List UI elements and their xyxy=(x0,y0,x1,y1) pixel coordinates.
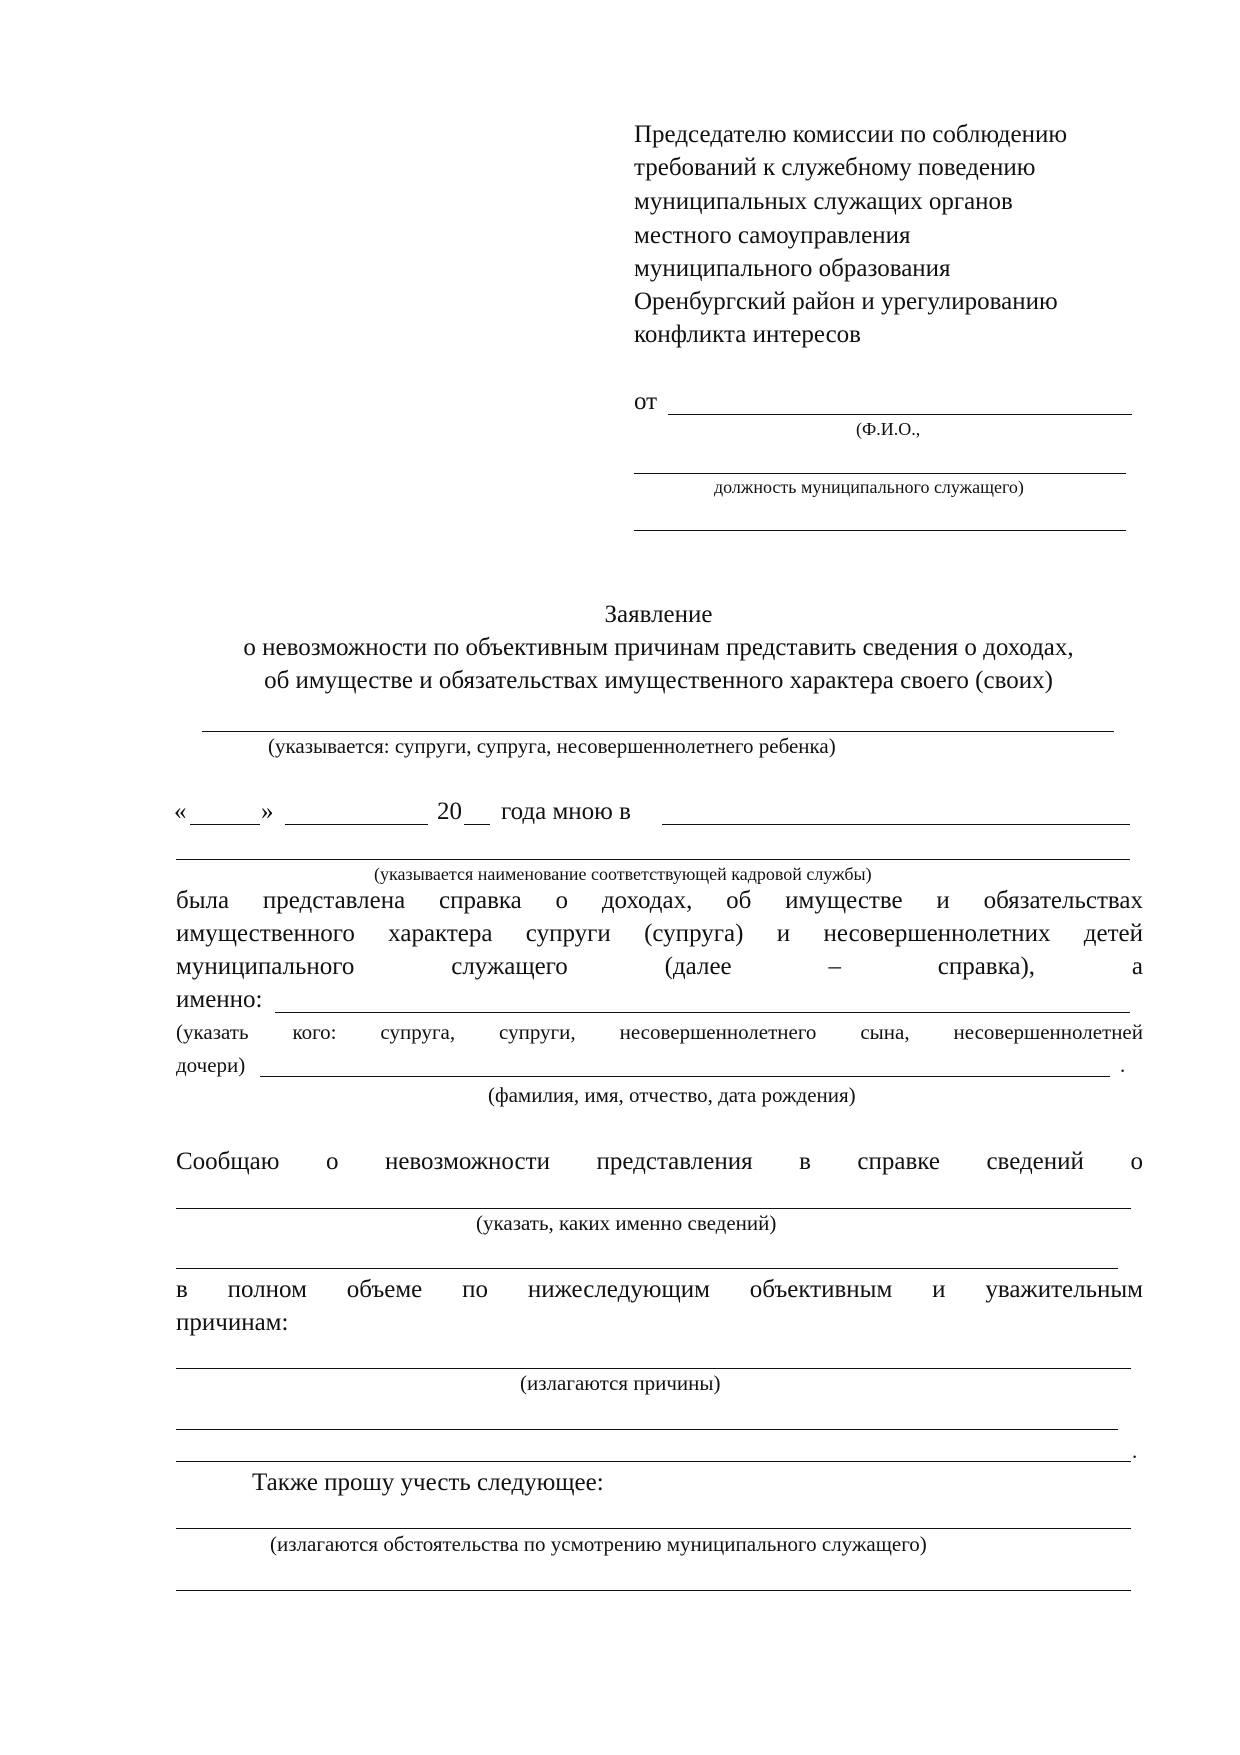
position-extra-line[interactable] xyxy=(634,530,1126,531)
date-row-text: года мною в xyxy=(501,798,631,825)
which-hint: (указать, каких именно сведений) xyxy=(476,1211,777,1235)
hr-service-input-line-2[interactable] xyxy=(176,859,1130,860)
quote-close: » xyxy=(261,798,274,825)
year-prefix: 20 xyxy=(437,798,462,825)
circumstances-hint: (излагаются обстоятельства по усмотрению муниципального служащего) xyxy=(270,1532,927,1556)
report-word: о xyxy=(1130,1148,1143,1175)
daughter-label: дочери) xyxy=(176,1053,246,1077)
body-line-label: именно: xyxy=(176,986,263,1013)
report-word: о xyxy=(325,1148,339,1175)
addressee-line: муниципального образования xyxy=(634,255,951,282)
hr-service-hint: (указывается наименование соответствующей кадровой службы) xyxy=(374,864,872,884)
quote-open: « xyxy=(174,798,187,825)
reasons-input-line[interactable] xyxy=(176,1368,1131,1369)
report-word: полном xyxy=(227,1276,307,1303)
name-hint: (фамилия, имя, отчество, дата рождения) xyxy=(488,1083,856,1107)
statement-subtitle-line: об имуществе и обязательствах имущественного характера своего (своих) xyxy=(264,667,1053,694)
circumstances-input-line-2[interactable] xyxy=(176,1590,1131,1591)
reasons-input-line-3[interactable] xyxy=(176,1461,1131,1462)
report-word: представления xyxy=(596,1148,753,1175)
also-text: Также прошу учесть следующее: xyxy=(252,1469,604,1496)
specify-hint: (указать кого: супруга, супруги, несовершеннолетнего сына, несовершеннолетней xyxy=(176,1020,1143,1044)
children-input-line[interactable] xyxy=(275,1012,1130,1013)
report-word: в xyxy=(799,1148,811,1175)
report-line xyxy=(176,1147,1143,1177)
body-line: была представлена справка о доходах, об имуществе и обязательствах xyxy=(176,887,1143,914)
fio-hint: (Ф.И.О., xyxy=(856,419,921,439)
statement-subtitle-line: о невозможности по объективным причинам представить сведения о доходах, xyxy=(243,634,1074,661)
report-word: справке xyxy=(857,1148,940,1175)
report-word: по xyxy=(462,1276,488,1303)
relation-input-line[interactable] xyxy=(202,731,1114,732)
report-word: нижеследующим xyxy=(527,1276,710,1303)
month-input-line[interactable] xyxy=(285,824,428,825)
addressee-line: муниципальных служащих органов xyxy=(634,188,1013,215)
relation-hint: (указывается: супруги, супруга, несовершеннолетнего ребенка) xyxy=(268,734,836,758)
fio-input-line[interactable] xyxy=(668,414,1132,415)
report-word: объеме xyxy=(346,1276,423,1303)
report-word: объективным xyxy=(749,1276,893,1303)
body-line xyxy=(176,952,1143,982)
addressee-line: Председателю комиссии по соблюдению xyxy=(634,121,1068,148)
body-word: муниципального xyxy=(176,953,355,980)
addressee-line: Оренбургский район и урегулированию xyxy=(634,288,1058,315)
hr-service-input-line[interactable] xyxy=(662,824,1130,825)
body-word: служащего xyxy=(451,953,568,980)
reasons-input-line-2[interactable] xyxy=(176,1429,1118,1430)
info-input-line-2[interactable] xyxy=(176,1268,1118,1269)
period-mark: . xyxy=(1132,1439,1138,1463)
report-word: и xyxy=(932,1276,946,1303)
from-label: от xyxy=(634,388,658,415)
body-word: справка), xyxy=(937,953,1036,980)
addressee-line: конфликта интересов xyxy=(634,321,861,348)
report-word: в xyxy=(176,1276,188,1303)
circumstances-input-line[interactable] xyxy=(176,1528,1131,1529)
body-word: (далее xyxy=(664,953,732,980)
statement-heading: Заявление xyxy=(604,601,713,628)
reasons-hint: (излагаются причины) xyxy=(520,1371,721,1395)
body-word: а xyxy=(1131,953,1143,980)
addressee-line: требований к служебному поведению xyxy=(634,154,1036,181)
year-input-line[interactable] xyxy=(464,824,490,825)
report-word: сведений xyxy=(986,1148,1084,1175)
body-word: – xyxy=(828,953,841,980)
report-word: Сообщаю xyxy=(176,1148,280,1175)
position-hint: должность муниципального служащего) xyxy=(714,477,1024,497)
report-word: уважительным xyxy=(985,1276,1143,1303)
reasons-label: причинам: xyxy=(176,1309,289,1336)
position-input-line[interactable] xyxy=(634,473,1126,474)
addressee-line: местного самоуправления xyxy=(634,222,911,249)
body-line: имущественного характера супруги (супруга) и несовершеннолетних детей xyxy=(176,920,1143,947)
period-mark: . xyxy=(1120,1053,1126,1077)
report-word: невозможности xyxy=(384,1148,550,1175)
report-line xyxy=(176,1275,1143,1305)
day-input-line[interactable] xyxy=(190,824,260,825)
name-input-line[interactable] xyxy=(260,1076,1110,1077)
info-input-line[interactable] xyxy=(176,1208,1131,1209)
